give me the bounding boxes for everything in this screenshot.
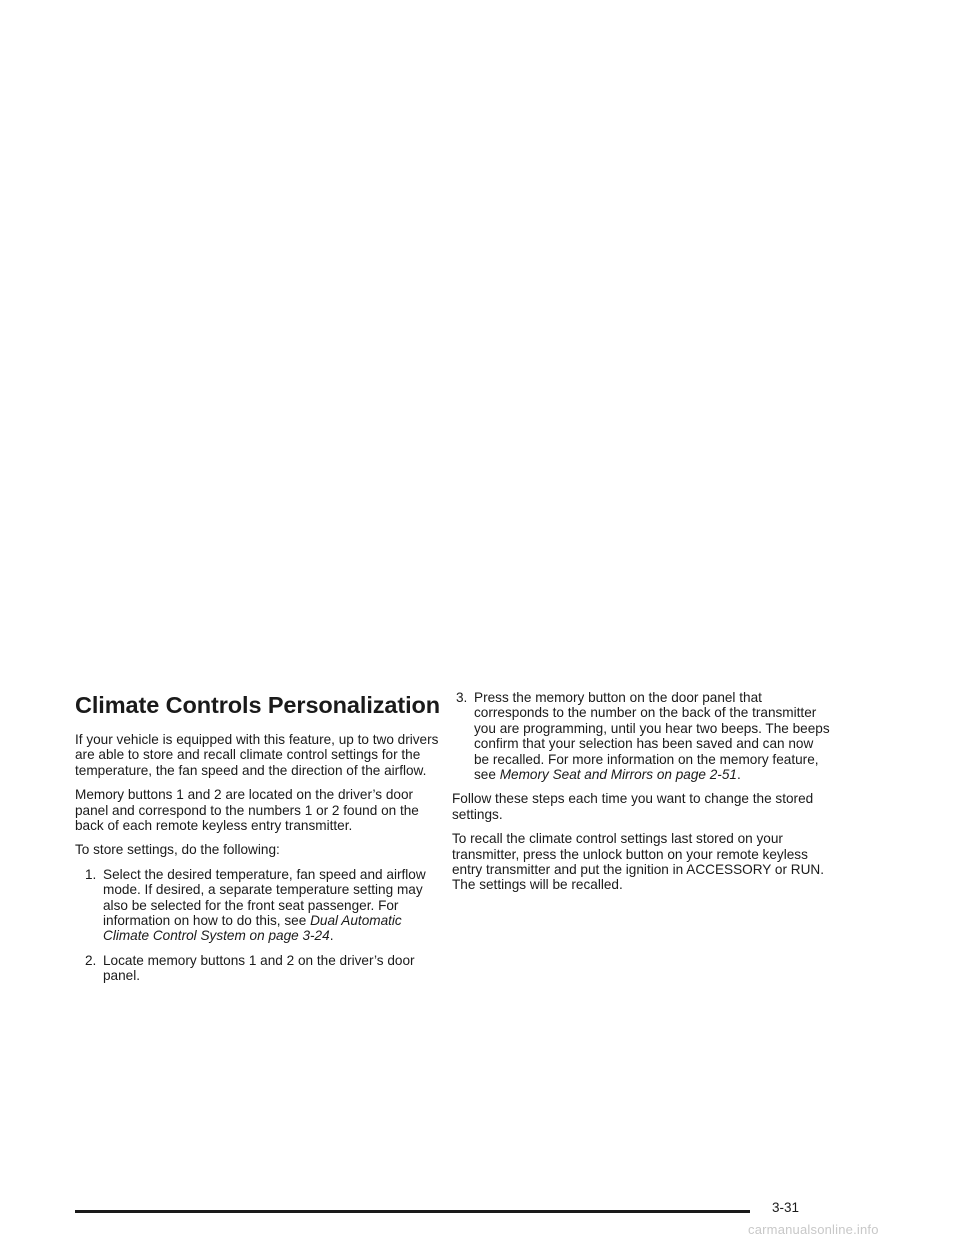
left-column bbox=[75, 690, 447, 993]
store-lead-paragraph: To store settings, do the following: bbox=[75, 842, 280, 858]
memory-buttons-paragraph: Memory buttons 1 and 2 are located on the driver’s door panel and correspond to the numbers 1 or 2 found on the back of each remote keyless entry transmitter. bbox=[75, 787, 419, 834]
recall-paragraph: To recall the climate control settings last stored on your transmitter, press the unlock button on your remote keyless entry transmitter and put the ignition in ACCESSORY or RUN. The settings will be recalled. bbox=[452, 831, 824, 893]
cross-reference-link[interactable]: Dual Automatic Climate Control System on page 3-24 bbox=[103, 913, 402, 944]
step-text: Select the desired temperature, fan speed and airflow mode. If desired, a separate temperature setting may also be selected for the front seat passenger. For information on how to do this, see bbox=[103, 866, 426, 929]
right-column bbox=[452, 690, 832, 902]
step-text: Press the memory button on the door panel that corresponds to the number on the back of the transmitter you are programming, until you hear two beeps. The beeps confirm that your selection has been saved and can now be recalled. For more information on the memory feature, see bbox=[474, 690, 830, 783]
watermark: carmanualsonline.info bbox=[748, 1222, 879, 1237]
cross-reference-link[interactable]: Memory Seat and Mirrors on page 2-51 bbox=[499, 767, 737, 783]
step-text: Locate memory buttons 1 and 2 on the driver’s door panel. bbox=[103, 952, 415, 984]
step-number: 2. bbox=[85, 952, 97, 968]
step-3 bbox=[452, 690, 832, 782]
section-title: Climate Controls Personalization bbox=[75, 692, 441, 718]
steps-list bbox=[75, 867, 447, 984]
step-number: 1. bbox=[85, 866, 97, 882]
intro-paragraph: If your vehicle is equipped with this feature, up to two drivers are able to store and recall climate control settings for the temperature, the fan speed and the direction of the airflow. bbox=[75, 732, 439, 778]
footer-rule bbox=[75, 1210, 750, 1213]
page-number: 3-31 bbox=[772, 1200, 800, 1215]
steps-list-continued bbox=[452, 690, 832, 782]
step-1 bbox=[75, 867, 447, 944]
step-end: . bbox=[329, 928, 334, 944]
follow-paragraph: Follow these steps each time you want to change the stored settings. bbox=[452, 791, 814, 822]
step-end: . bbox=[736, 767, 741, 783]
step-2 bbox=[75, 953, 447, 984]
step-number: 3. bbox=[456, 690, 468, 705]
